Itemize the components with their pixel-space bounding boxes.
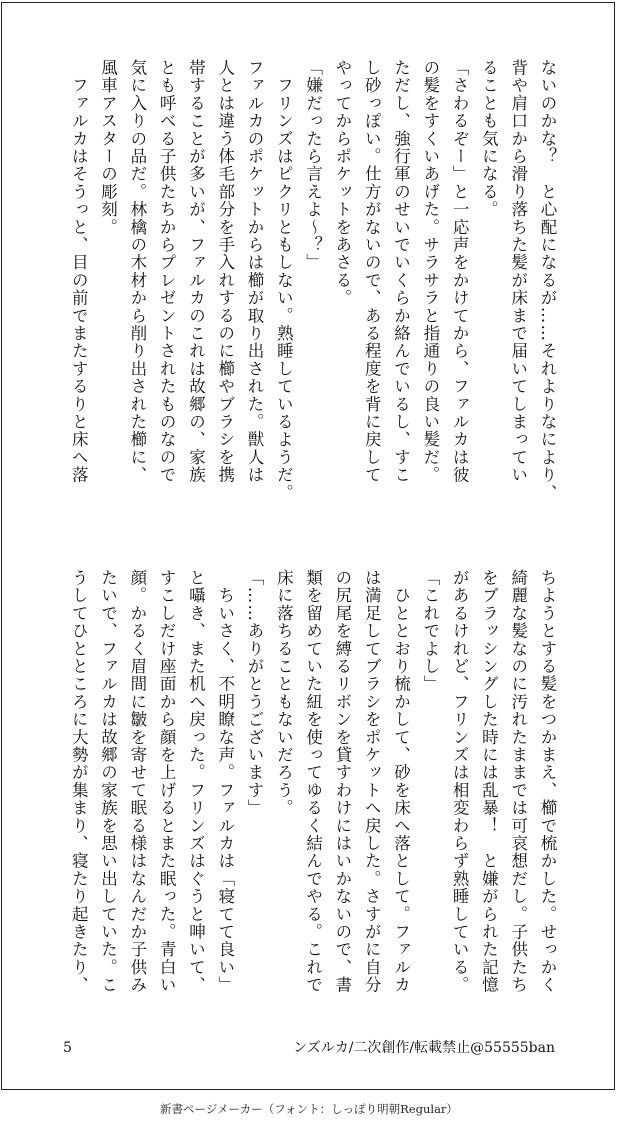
lower-text-block — [69, 569, 562, 1019]
text-line: フリンズはピクリともしない。熟睡しているようだ。 — [274, 59, 294, 502]
text-line: 「嫌だったら言えよ～？」 — [303, 59, 323, 272]
text-line: すこしだけ座面から顔を上げるとまた眠った。青白い — [157, 569, 177, 994]
text-line: ファルカのポケットからは櫛が取り出された。獣人は — [245, 59, 265, 484]
text-line: し砂っぽい。仕方がないので、ある程度を背に戻して — [362, 59, 382, 484]
text-line: ないのかな？ と心配になるが……それよりなにより、 — [538, 59, 557, 502]
text-line: やってからポケットをあさる。 — [332, 59, 352, 307]
text-line: は満足してブラシをポケットへ戻した。さすがに自分 — [362, 569, 382, 994]
text-line: 気に入りの品だ。林檎の木材から削り出された櫛に、 — [127, 59, 147, 484]
text-line: 帯することが多いが、ファルカのこれは故郷の、家族 — [186, 59, 206, 484]
text-line: 風車アスターの彫刻。 — [98, 59, 118, 236]
text-line: の尻尾を縛るリボンを貸すわけにはいかないので、書 — [332, 569, 352, 994]
text-line: 「……ありがとうございます」 — [245, 569, 265, 817]
credit-line: ンズルカ/二次創作/転載禁止@55555ban — [293, 1040, 555, 1056]
page-number: 5 — [63, 1040, 72, 1056]
upper-text-block — [69, 59, 562, 509]
text-line: ることも気になる。 — [479, 59, 499, 219]
text-line: うしてひとところに大勢が集まり、寝たり起きたり、 — [69, 569, 89, 994]
text-line: ただし、強行軍のせいでいくらか絡んでいるし、すこ — [391, 59, 411, 484]
text-line: とも呼べる子供たちからプレゼントされたものなので — [157, 59, 177, 484]
text-line: があるけれど、フリンズは相変わらず熟睡している。 — [450, 569, 470, 994]
text-line: 「これでよし」 — [420, 569, 440, 693]
text-line: たいで、ファルカは故郷の家族を思い出していた。こ — [98, 569, 118, 994]
text-line: ちいさく、不明瞭な声。ファルカは「寝てて良い」 — [215, 569, 235, 994]
text-line: 背や肩口から滑り落ちた髪が床まで届いてしまってい — [508, 59, 528, 484]
text-line: 床に落ちることもないだろう。 — [274, 569, 294, 817]
text-line: と囁き、また机へ戻った。フリンズはぐうと呻いて、 — [186, 569, 206, 994]
text-line: の髪をすくいあげた。サラサラと指通りの良い髪だ。 — [420, 59, 440, 484]
text-line: 類を留めていた紐を使ってゆるく結んでやる。これで — [303, 569, 323, 994]
text-line: 顔。かるく眉間に皺を寄せて眠る様はなんだか子供み — [127, 569, 147, 994]
text-line: ちようとする髪をつかまえ、櫛で梳かした。せっかく — [538, 569, 557, 994]
text-line: ひととおり梳かして、砂を床へ落として。ファルカ — [391, 569, 411, 994]
text-line: 綺麗な髪なのに汚れたままでは可哀想だし。子供たち — [508, 569, 528, 994]
text-line: をブラッシングした時には乱暴！ と嫌がられた記憶 — [479, 569, 499, 994]
text-line: 「さわるぞー」と一応声をかけてから、ファルカは彼 — [450, 59, 470, 484]
text-line: ファルカはそうっと、目の前でまたするりと床へ落 — [69, 59, 89, 484]
page-frame — [1, 2, 615, 1090]
text-line: 人とは違う体毛部分を手入れするのに櫛やブラシを携 — [215, 59, 235, 484]
maker-caption: 新書ページメーカー（フォント：しっぽり明朝Regular） — [160, 1102, 458, 1116]
